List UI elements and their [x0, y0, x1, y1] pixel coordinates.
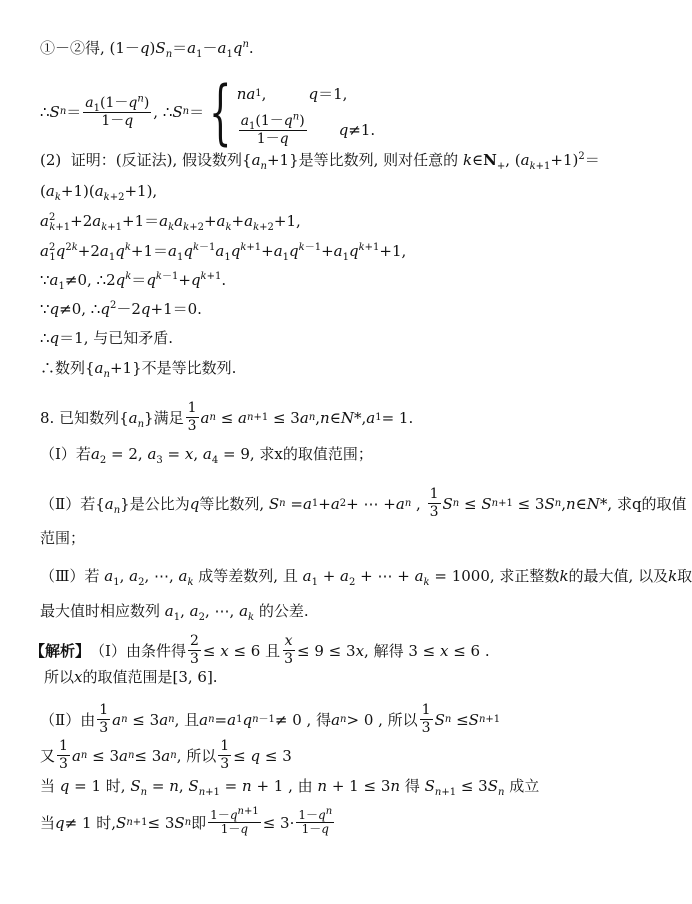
- sym-S: S: [155, 39, 166, 57]
- sol-line2: 所以x的取值范围是[3, 6].: [44, 668, 218, 686]
- p2-line7: ∴q＝1, 与已知矛盾.: [40, 329, 174, 347]
- frac-sn: $\frac{a_1(1-q^n)}{1-q}$: [85, 92, 150, 129]
- text-prefix: ①－②得, (1－q): [40, 39, 156, 57]
- line-s2: ∴ S n ＝ $\frac{a_1(1-q^n)}{1-q}$ , ∴ S n ＝ { na 1 , q＝1, $\frac{a_1(1-q^n)}{1-q}$ q≠1.: [40, 71, 376, 153]
- p2-line5: $\because a_1\ne 0$, $\therefore 2q^k=q^{k-1}+q^{k+1}$.: [40, 271, 227, 292]
- sol-line5: 当 q = 1 时, $S_n = n$, $S_{n+1} = n + 1$ , 由 n + 1 ≤ 3n 得 $S_{n+1} \le 3S_n$ 成立: [40, 777, 540, 798]
- line-s1: ①－②得, $(1-q)S_n=a_1-a_1q^n$.: [40, 39, 254, 60]
- sol-line1: 【解析】 （Ⅰ）由条件得 $\frac{2}{3}$ ≤ x ≤ 6 且 $\frac{x}{3}$ ≤ 9 ≤ 3x, 解得 3 ≤ x ≤ 6 .: [30, 633, 490, 667]
- sol-line3: （Ⅱ）由 $\frac{1}{3}$ a n ≤ 3 a n , 且 a n = a 1 q n－1 ≠ 0 , 得 a n > 0 , 所以 $\frac{1}{3}$ S n ≤ S n+1: [40, 702, 501, 736]
- q8-part2: （Ⅱ）若$\{a_n\}$是公比为q等比数列, S n = a 1 + a 2 + ⋯ + a n , $\frac{1}{3}$ S n ≤ S n+1 ≤ 3 S n , n ∈ N * , 求q的取值: [40, 486, 687, 520]
- p2-line6: ∵q≠0, $\therefore q^2-2q+1=0$.: [40, 300, 202, 318]
- q8-part3-tail: 最大值时相应数列 $a_1$, $a_2$, ⋯, $a_k$ 的公差.: [40, 602, 309, 623]
- p2-line8: ∴数列$\{a_n+1\}$不是等比数列.: [40, 359, 237, 380]
- p2-line3: $a^2_{k+1}+2a_{k+1}+1=a_ka_{k+2}+a_k+a_{k+2}+1$,: [40, 212, 301, 233]
- p2-line2: $(a_k+1)(a_{k+2}+1)$,: [40, 182, 158, 203]
- q8-part1: （Ⅰ）若$a_2 = 2$, $a_3 = x$, $a_4 = 9$, 求x的取值范围；: [40, 445, 373, 466]
- p2-line4: $a^2_1q^{2k}+2a_1q^k+1=a_1q^{k-1}a_1q^{k+1}+a_1q^{k-1}+a_1q^{k+1}+1$,: [40, 242, 407, 263]
- cases-brace: { na 1 , q＝1, $\frac{a_1(1-q^n)}{1-q}$ q≠1.: [209, 71, 376, 153]
- sol-line6: 当 q ≠ 1 时, S n+1 ≤ 3 S n 即 $\frac{1-q^{n+1}}{1-q}$ ≤ 3· $\frac{1-q^n}{1-q}$: [40, 806, 333, 836]
- q8-part3: （Ⅲ）若 $a_1$, $a_2$, ⋯, $a_k$ 成等差数列, 且 $a_1 + a_2$ + ⋯ + $a_k = 1000$, 求正整数k的最大值, 以及k取: [40, 567, 692, 588]
- p2-line1: (2) 证明：(反证法), 假设数列$\{a_n+1\}$是等比数列, 则对任意的 $k\in N_+$, $(a_{k+1}+1)^2=$: [40, 151, 600, 172]
- q8-line1: 8. 已知数列 $\{a_n\}$ 满足 $\frac{1}{3}$ a n ≤ a n+1 ≤ 3 a n , n ∈ N *, a 1 = 1.: [40, 400, 414, 434]
- sol-line4: 又 $\frac{1}{3}$ a n ≤ 3 a n ≤ 3 a n , 所以 $\frac{1}{3}$ ≤ q ≤ 3: [40, 738, 292, 772]
- q8-part2-tail: 范围；: [40, 529, 86, 547]
